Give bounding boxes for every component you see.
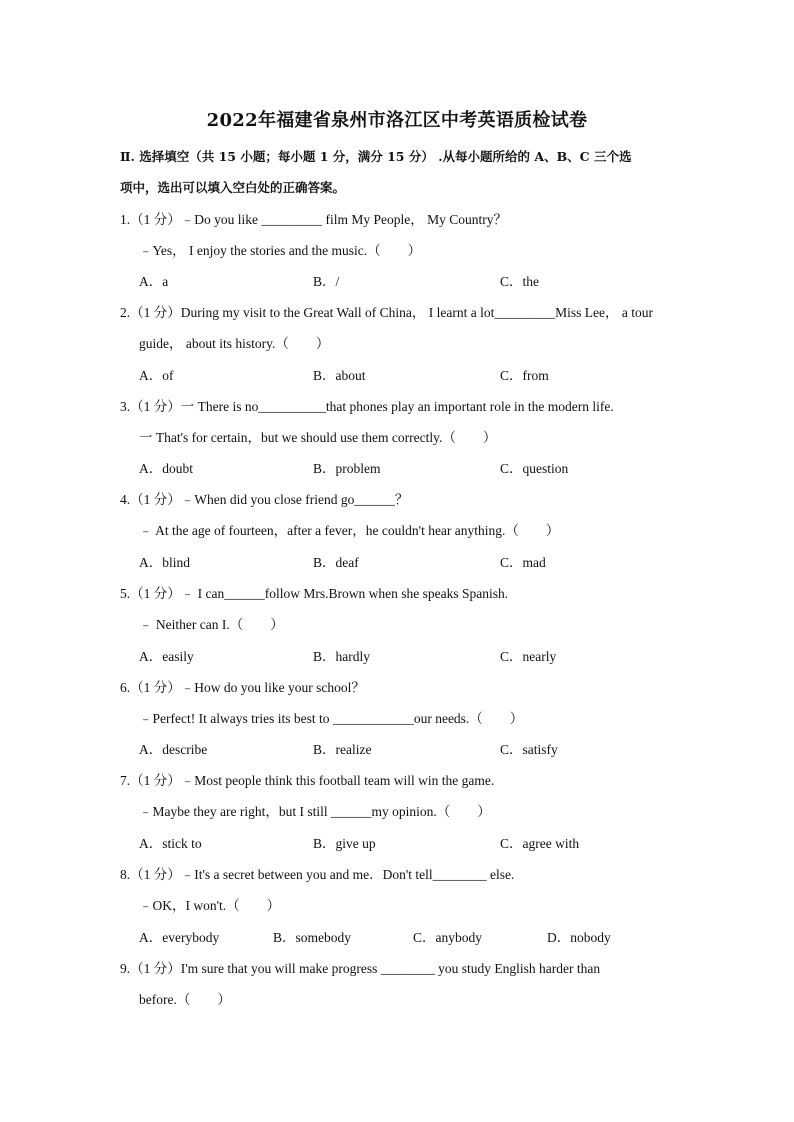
question-5-option-c: C．nearly [500,649,557,664]
question-8-option-b: B．somebody [273,930,352,945]
question-9-text: 9.（1 分）I'm sure that you will make progress ________ you study English harder than [120,961,601,976]
question-7-option-a: A．stick to [139,836,202,851]
question-6-option-b: B．realize [313,742,372,757]
question-2-text: 2.（1 分）During my visit to the Great Wall of China， I learnt a lot_________Miss Lee， a tour [120,305,653,320]
question-1-option-b: B．/ [313,274,340,289]
question-3-option-c: C．question [500,461,569,476]
question-3-text: 3.（1 分）一 There is no__________that phones play an important role in the modern life. [120,399,614,414]
section-instructions-line2: 项中，选出可以填入空白处的正确答案。 [120,180,346,195]
question-5-option-a: A．easily [139,649,194,664]
question-7-option-b: B．give up [313,836,376,851]
question-3-option-b: B．problem [313,461,381,476]
question-8-option-d: D．nobody [547,930,611,945]
question-5-response: ﹣ Neither can I.（ ） [139,617,284,632]
question-9-continuation: before.（ ） [139,992,231,1007]
section-instructions-line1: Ⅱ. 选择填空（共 15 小题；每小题 1 分，满分 15 分） .从每小题所给的 A、B、C 三个选 [120,149,632,164]
question-4-option-a: A．blind [139,555,191,570]
question-3-response: 一 That's for certain，but we should use them correctly.（ ） [139,430,497,445]
question-2-option-b: B．about [313,368,366,383]
question-8-option-a: A．everybody [139,930,220,945]
question-6-text: 6.（1 分）﹣How do you like your school？ [120,680,365,695]
question-1-option-a: A．a [139,274,169,289]
question-4-response: ﹣ At the age of fourteen，after a fever，he couldn't hear anything.（ ） [139,523,560,538]
section-instructions [120,141,680,203]
question-3-option-a: A．doubt [139,461,193,476]
question-1-text: 1.（1 分）﹣Do you like _________ film My People， My Country？ [120,212,507,227]
question-7-response: ﹣Maybe they are right，but I still ______my opinion.（ ） [139,804,491,819]
question-5-option-b: B．hardly [313,649,370,664]
question-4-text: 4.（1 分）﹣When did you close friend go______？ [120,492,409,507]
question-7-option-c: C．agree with [500,836,580,851]
question-1-response: ﹣Yes， I enjoy the stories and the music.（ ） [139,243,422,258]
question-6-option-a: A．describe [139,742,208,757]
question-6-response: ﹣Perfect! It always tries its best to ____________our needs.（ ） [139,711,524,726]
question-4-option-c: C．mad [500,555,546,570]
question-8-response: ﹣OK，I won't.（ ） [139,898,281,913]
question-2-continuation: guide， about its history.（ ） [139,336,330,351]
question-5-text: 5.（1 分）﹣ I can______follow Mrs.Brown when she speaks Spanish. [120,586,509,601]
question-4-option-b: B．deaf [313,555,359,570]
question-1-option-c: C．the [500,274,539,289]
page-title: 2022年福建省泉州市洛江区中考英语质检试卷 [206,110,588,131]
question-7-text: 7.（1 分）﹣Most people think this football team will win the game. [120,773,495,788]
question-2-option-c: C．from [500,368,549,383]
question-8-option-c: C．anybody [413,930,482,945]
question-8-text: 8.（1 分）﹣It's a secret between you and me．Don't tell________ else. [120,867,515,882]
question-6-option-c: C．satisfy [500,742,558,757]
question-2-option-a: A．of [139,368,174,383]
